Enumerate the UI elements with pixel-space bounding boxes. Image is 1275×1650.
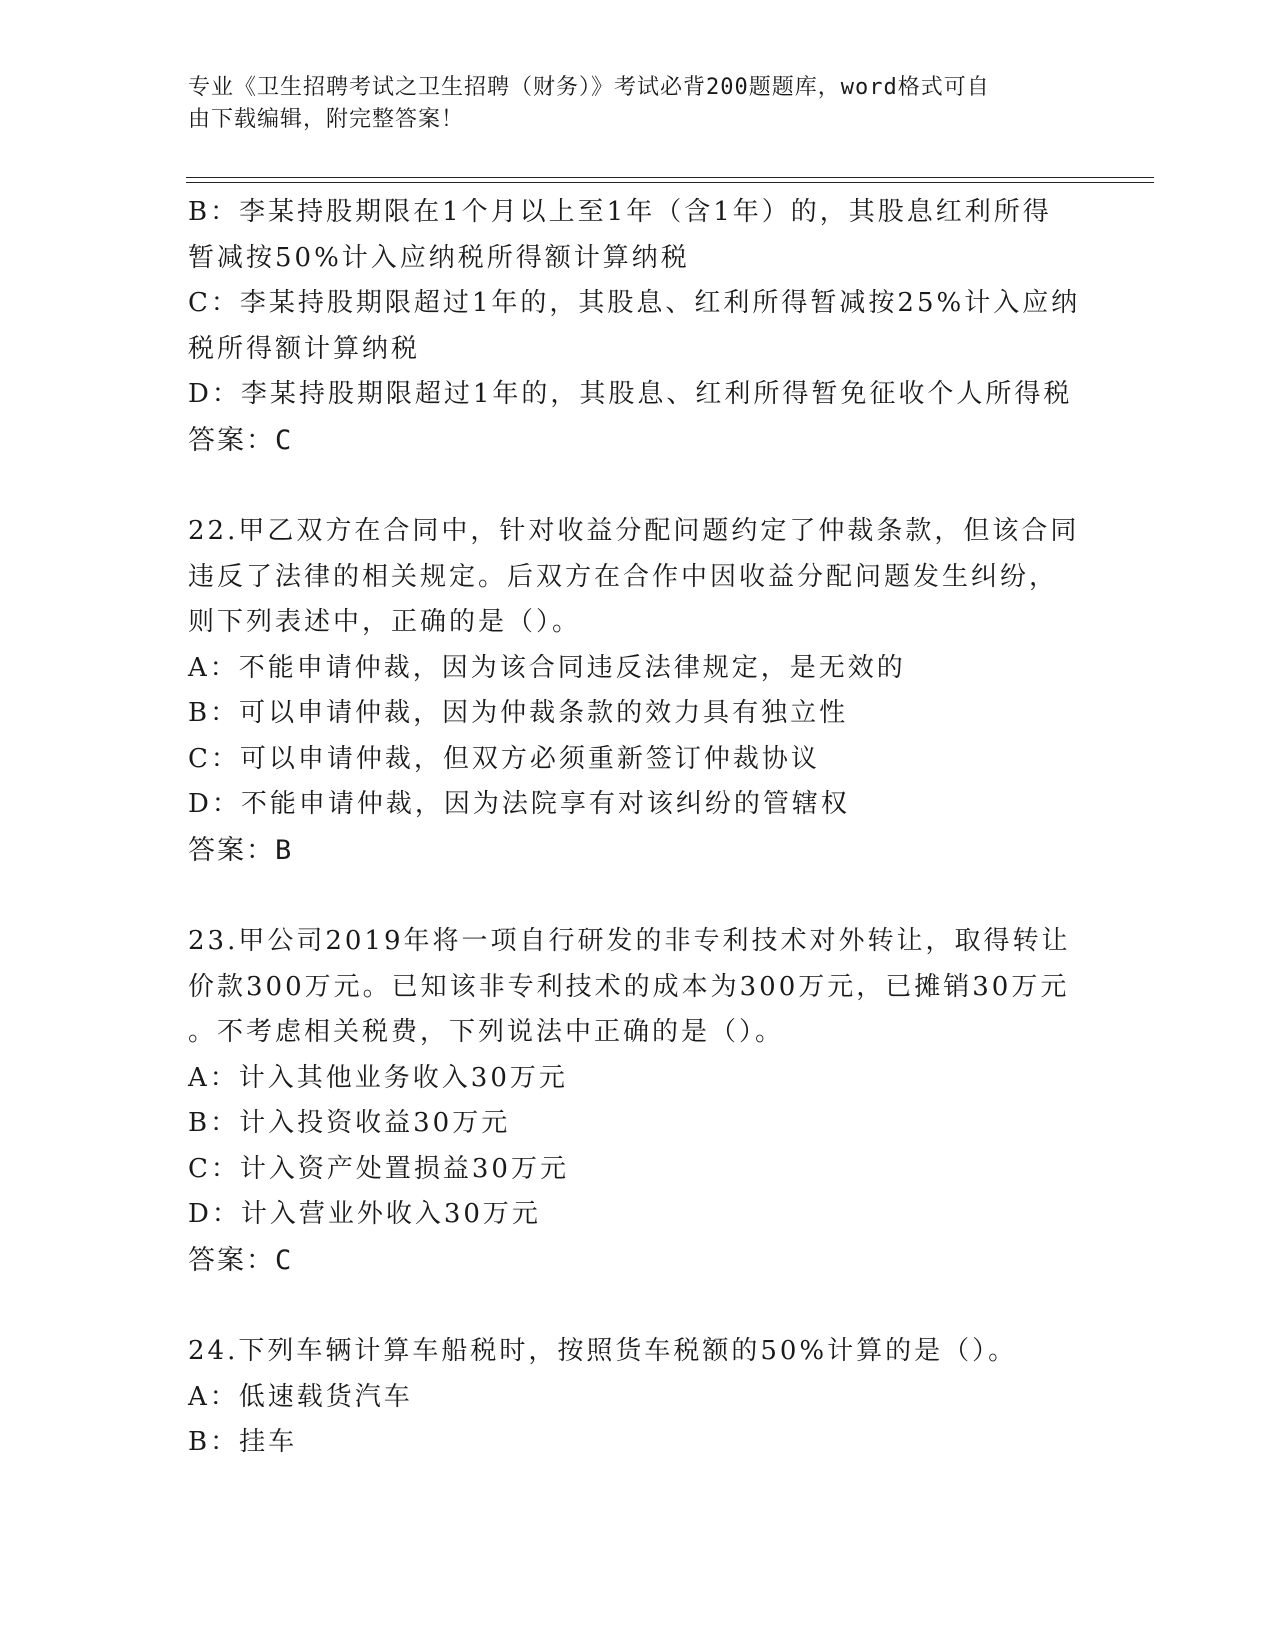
question-stem-line: 24.下列车辆计算车船税时，按照货车税额的50%计算的是（）。 [188, 1336, 1018, 1366]
question-stem-line: 价款300万元。已知该非专利技术的成本为300万元，已摊销30万元 [188, 971, 1070, 1002]
question-23 [188, 919, 1088, 1283]
question-24 [188, 1329, 1088, 1466]
question-stem-line: 23.甲公司2019年将一项自行研发的非专利技术对外转让，取得转让 [188, 926, 1071, 956]
header-title-line-1: 专业《卫生招聘考试之卫生招聘（财务）》考试必背200题题库，word格式可自 [188, 75, 990, 100]
option-d: D：不能申请仲裁，因为法院享有对该纠纷的管辖权 [188, 789, 850, 819]
option-line: 税所得额计算纳税 [188, 333, 421, 364]
spacer [188, 873, 1088, 919]
option-b: B：计入投资收益30万元 [188, 1108, 511, 1138]
document-header [188, 72, 1068, 136]
option-line: D：李某持股期限超过1年的，其股息、红利所得暂免征收个人所得税 [188, 379, 1073, 409]
option-a: A：低速载货汽车 [188, 1381, 413, 1412]
header-double-rule [186, 177, 1154, 183]
header-title-line-2: 由下载编辑，附完整答案！ [188, 107, 465, 132]
answer-label: 答案：B [188, 834, 294, 866]
option-b: B：挂车 [188, 1427, 298, 1457]
option-line: C：李某持股期限超过1年的，其股息、红利所得暂减按25%计入应纳 [188, 288, 1081, 318]
option-c: C：计入资产处置损益30万元 [188, 1153, 569, 1184]
spacer [188, 1283, 1088, 1329]
question-22 [188, 509, 1088, 873]
document-body [188, 190, 1088, 1466]
option-a: A：不能申请仲裁，因为该合同违反法律规定，是无效的 [188, 652, 906, 683]
question-stem-line: 违反了法律的相关规定。后双方在合作中因收益分配问题发生纠纷， [188, 561, 1059, 592]
option-d: D：计入营业外收入30万元 [188, 1199, 541, 1229]
question-stem-line: 22.甲乙双方在合同中，针对收益分配问题约定了仲裁条款，但该合同 [188, 516, 1080, 546]
spacer [188, 463, 1088, 509]
option-c: C：可以申请仲裁，但双方必须重新签订仲裁协议 [188, 743, 820, 774]
option-line: 暂减按50%计入应纳税所得额计算纳税 [188, 242, 690, 273]
option-a: A：计入其他业务收入30万元 [188, 1062, 568, 1093]
answer-label: 答案：C [188, 1244, 294, 1276]
question-21-continued [188, 190, 1088, 463]
option-line: B：李某持股期限在1个月以上至1年（含1年）的，其股息红利所得 [188, 197, 1052, 227]
answer-label: 答案：C [188, 424, 294, 456]
question-stem-line: 。不考虑相关税费，下列说法中正确的是（）。 [188, 1017, 785, 1047]
question-stem-line: 则下列表述中，正确的是（）。 [188, 607, 582, 637]
option-b: B：可以申请仲裁，因为仲裁条款的效力具有独立性 [188, 698, 849, 728]
